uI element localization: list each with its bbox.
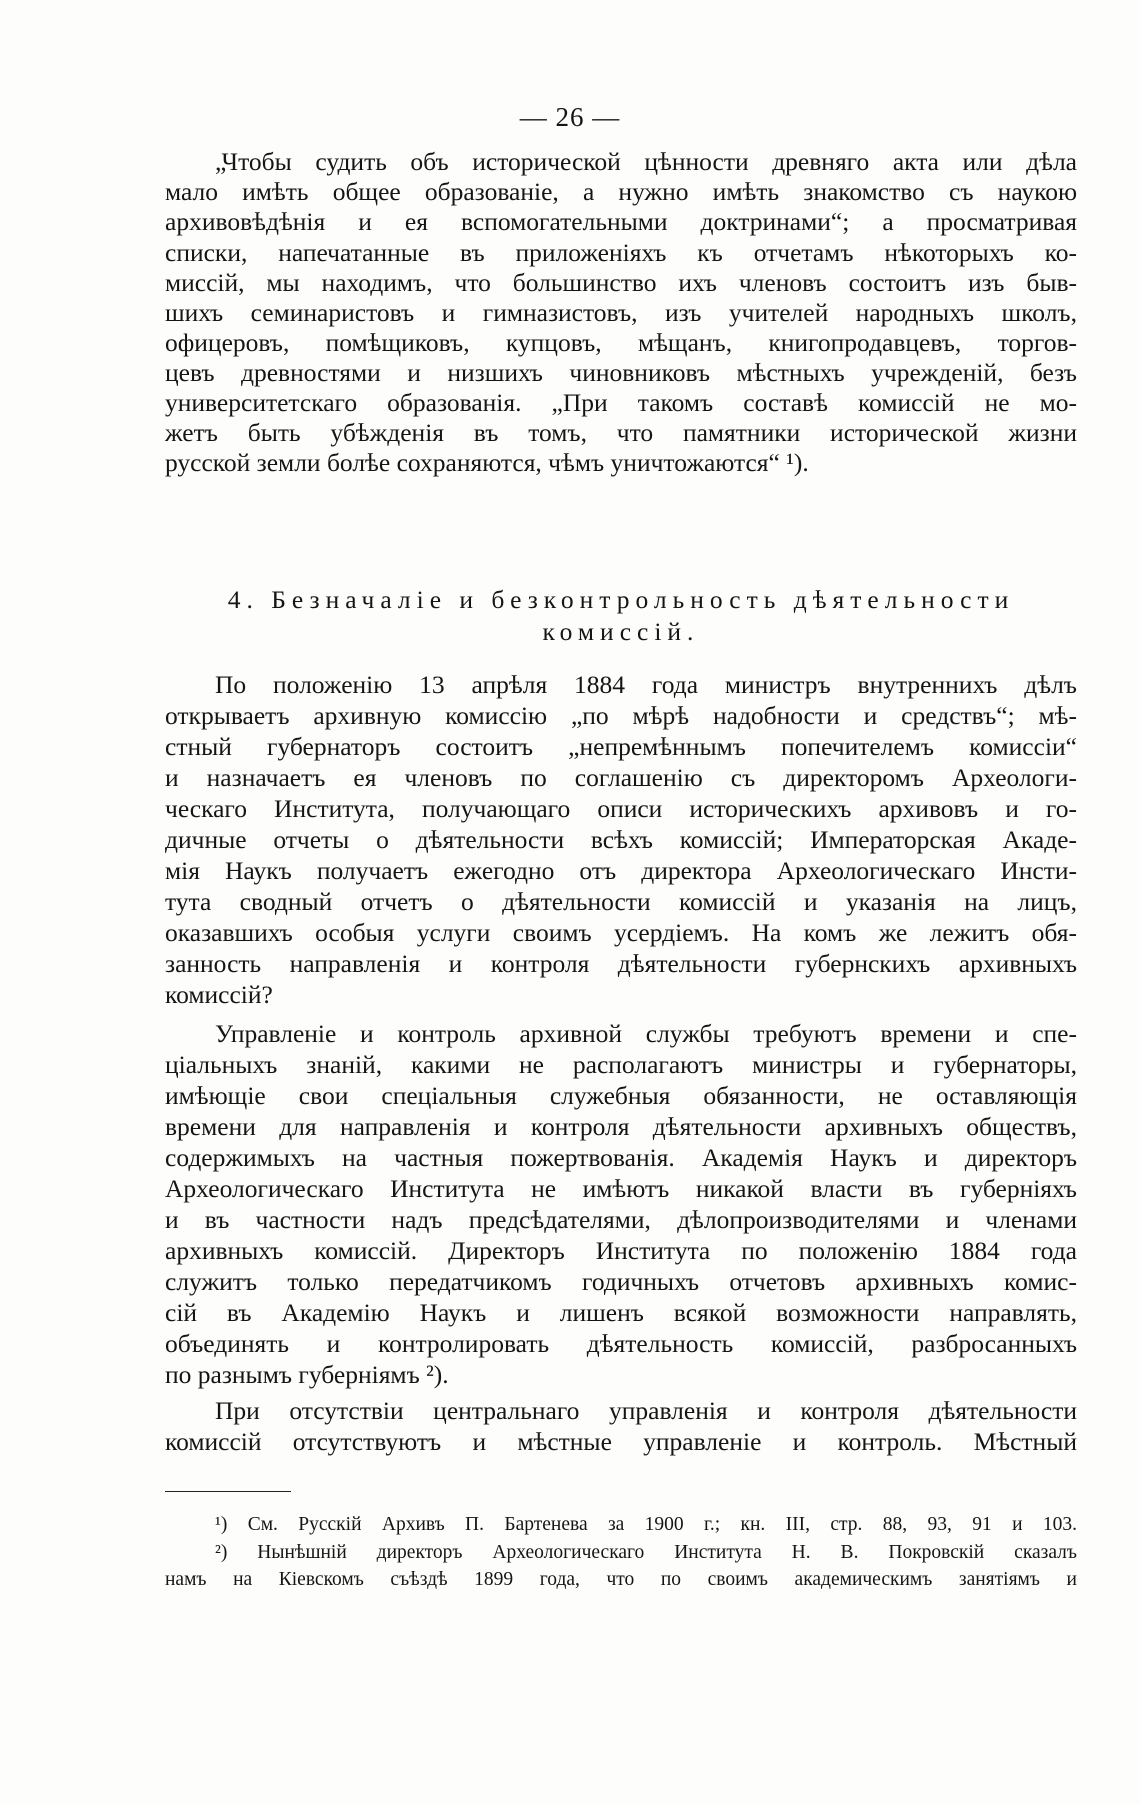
- text-line: архивныхъ комиссій. Директоръ Института по положенію 1884 года: [165, 1236, 1077, 1265]
- section-heading-line: 4. Безначаліе и безконтрольность дѣятельности: [227, 585, 1015, 614]
- text-line: мія Наукъ получаетъ ежегодно отъ директора Археологическаго Инсти-: [165, 856, 1077, 885]
- text-line: открываетъ архивную комиссію „по мѣрѣ надобности и средствъ“; мѣ-: [165, 701, 1077, 730]
- section-heading-line: комиссій.: [542, 617, 700, 646]
- text-line: и въ частности надъ предсѣдателями, дѣлопроизводителями и членами: [165, 1205, 1077, 1234]
- text-line: жетъ быть убѣжденія въ томъ, что памятники исторической жизни: [165, 418, 1077, 447]
- text-line: офицеровъ, помѣщиковъ, купцовъ, мѣщанъ, книгопродавцевъ, торгов-: [165, 328, 1077, 357]
- page-number: — 26 —: [519, 102, 621, 132]
- text-line: и назначаетъ ея членовъ по соглашенію съ директоромъ Археологи-: [165, 763, 1077, 792]
- text-line: мало имѣть общее образованіе, а нужно имѣть знакомство съ наукою: [165, 177, 1077, 206]
- text-line: сій въ Академію Наукъ и лишенъ всякой возможности направлять,: [165, 1298, 1077, 1327]
- text-line: университетскаго образованія. „При такомъ составѣ комиссій не мо-: [165, 388, 1077, 417]
- text-line: объединять и контролировать дѣятельность комиссій, разбросанныхъ: [165, 1329, 1077, 1358]
- text-line: По положенію 13 апрѣля 1884 года министръ внутреннихъ дѣлъ: [215, 670, 1077, 699]
- text-line: При отсутствіи центральнаго управленія и контроля дѣятельности: [215, 1396, 1077, 1425]
- text-line: ческаго Института, получающаго описи историческихъ архивовъ и го-: [165, 794, 1077, 823]
- text-line: Археологическаго Института не имѣютъ никакой власти въ губерніяхъ: [165, 1174, 1077, 1203]
- footnote-2-line: ²) Нынѣшній директоръ Археологическаго Института Н. В. Покровскій сказалъ: [215, 1542, 1077, 1563]
- text-line: дичные отчеты о дѣятельности всѣхъ комиссій; Императорская Акаде-: [165, 825, 1077, 854]
- text-line: по разнымъ губерніямъ ²).: [165, 1360, 449, 1389]
- footnote-1: ¹) См. Русскій Архивъ П. Бартенева за 1900 г.; кн. III, стр. 88, 93, 91 и 103.: [215, 1514, 1077, 1535]
- text-line: оказавшихъ особыя услуги своимъ усердіемъ. На комъ же лежитъ обя-: [165, 918, 1077, 947]
- text-line: архивовѣдѣнія и ея вспомогательными доктринами“; а просматривая: [165, 207, 1077, 236]
- text-line: служитъ только передатчикомъ годичныхъ отчетовъ архивныхъ комис-: [165, 1267, 1077, 1296]
- text-line: имѣющіе свои спеціальныя служебныя обязанности, не оставляющія: [165, 1081, 1077, 1110]
- text-line: комиссій?: [165, 980, 273, 1009]
- text-line: цевъ древностями и низшихъ чиновниковъ мѣстныхъ учрежденій, безъ: [165, 358, 1077, 387]
- footnote-2-line: намъ на Кіевскомъ съѣздѣ 1899 года, что по своимъ академическимъ занятіямъ и: [165, 1569, 1077, 1590]
- text-line: времени для направленія и контроля дѣятельности архивныхъ обществъ,: [165, 1112, 1077, 1141]
- text-line: списки, напечатанные въ приложеніяхъ къ отчетамъ нѣкоторыхъ ко-: [165, 238, 1077, 267]
- text-line: содержимыхъ на частныя пожертвованія. Академія Наукъ и директоръ: [165, 1143, 1077, 1172]
- footnote-divider: [165, 1491, 291, 1492]
- text-line: „Чтобы судить объ исторической цѣнности древняго акта или дѣла: [215, 147, 1077, 176]
- text-line: стный губернаторъ состоитъ „непремѣннымъ попечителемъ комиссіи“: [165, 732, 1077, 761]
- text-line: шихъ семинаристовъ и гимназистовъ, изъ учителей народныхъ школъ,: [165, 298, 1077, 327]
- text-line: русской земли болѣе сохраняются, чѣмъ уничтожаются“ ¹).: [165, 448, 809, 477]
- text-line: комиссій отсутствуютъ и мѣстные управленіе и контроль. Мѣстный: [165, 1427, 1077, 1456]
- text-line: занность направленія и контроля дѣятельности губернскихъ архивныхъ: [165, 949, 1077, 978]
- text-line: тута сводный отчетъ о дѣятельности комиссій и указанія на лицъ,: [165, 887, 1077, 916]
- text-line: ціальныхъ знаній, какими не располагаютъ министры и губернаторы,: [165, 1050, 1077, 1079]
- text-line: миссій, мы находимъ, что большинство ихъ членовъ состоитъ изъ быв-: [165, 268, 1077, 297]
- text-line: Управленіе и контроль архивной службы требуютъ времени и спе-: [215, 1019, 1077, 1048]
